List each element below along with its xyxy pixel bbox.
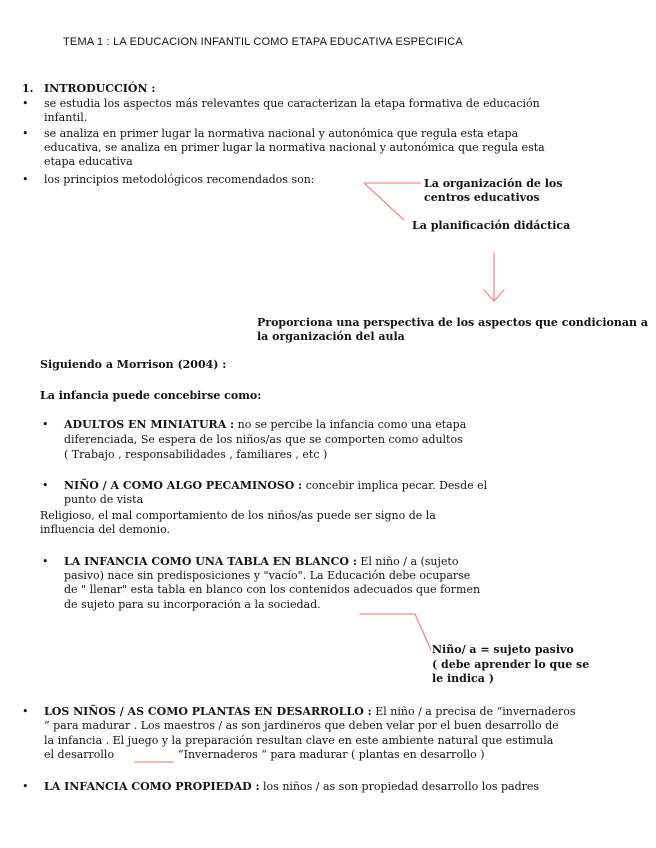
- adultos-label: ADULTOS EN MINIATURA :: [64, 418, 235, 431]
- principle-organizacion-line-2: centros educativos: [424, 191, 540, 204]
- bullet-marker: •: [22, 780, 29, 793]
- adultos-line-2: diferenciada, Se espera de los niños/as que se comporten como adultos: [64, 433, 463, 446]
- intro-bullet-2-line-1: se analiza en primer lugar la normativa nacional y autonómica que regula esta etapa: [44, 127, 519, 140]
- propiedad-label: LA INFANCIA COMO PROPIEDAD :: [44, 780, 260, 793]
- principle-planificacion: La planificación didáctica: [412, 219, 571, 232]
- intro-bullet-1-line-1: se estudia los aspectos más relevantes que caracterizan la etapa formativa de educación: [44, 97, 540, 110]
- bullet-marker: •: [22, 705, 29, 718]
- tabla-line-4: de sujeto para su incorporación a la sociedad.: [64, 598, 321, 611]
- plantas-line-2: “ para madurar . Los maestros / as son jardineros que deben velar por el buen desarrollo de: [44, 719, 559, 732]
- plantas-label: LOS NIÑOS / AS COMO PLANTAS EN DESARROLLO :: [44, 705, 372, 718]
- connector-to-planificacion: [364, 183, 404, 220]
- pecaminoso-label: NIÑO / A COMO ALGO PECAMINOSO :: [64, 479, 303, 492]
- intro-bullet-3: los principios metodológicos recomendados son:: [44, 173, 315, 186]
- bullet-marker: •: [22, 97, 29, 110]
- bullet-marker: •: [42, 418, 49, 431]
- adultos-text-1: no se percibe la infancia como una etapa: [234, 418, 467, 431]
- bullet-marker: •: [22, 173, 29, 186]
- plantas-line-4a: el desarrollo: [44, 748, 115, 761]
- sujeto-pasivo-line-3: le indica ): [432, 672, 494, 685]
- tabla-line-3: de " llenar" esta tabla en blanco con los contenidos adecuados que formen: [64, 583, 481, 596]
- pecaminoso-line-3: Religioso, el mal comportamiento de los niños/as puede ser signo de la: [40, 509, 436, 522]
- intro-bullet-2-line-3: etapa educativa: [44, 155, 133, 168]
- infancia-intro: La infancia puede concebirse como:: [40, 389, 262, 402]
- intro-bullet-1-line-2: infantil.: [44, 111, 88, 124]
- plantas-line-4b: “Invernaderos “ para madurar ( plantas en desarrollo ): [178, 748, 485, 761]
- perspective-line-1: Proporciona una perspectiva de los aspectos que condicionan a: [257, 316, 648, 329]
- section-number: 1.: [22, 82, 34, 95]
- perspective-line-2: la organización del aula: [257, 330, 405, 343]
- plantas-text-1: El niño / a precisa de “invernaderos: [371, 705, 576, 718]
- bullet-marker: •: [22, 127, 29, 140]
- tabla-text-1: El niño / a (sujeto: [356, 555, 459, 568]
- connector-to-sujeto-pasivo: [360, 614, 431, 650]
- tabla-line-2: pasivo) nace sin predisposiciones y "vacío". La Educación debe ocuparse: [64, 569, 471, 582]
- intro-bullet-2-line-2: educativa, se analiza en primer lugar la normativa nacional y autonómica que regula esta: [44, 141, 545, 154]
- bullet-marker: •: [42, 555, 49, 568]
- sujeto-pasivo-line-2: ( debe aprender lo que se: [432, 658, 590, 671]
- page-title: TEMA 1 : LA EDUCACION INFANTIL COMO ETAPA EDUCATIVA ESPECIFICA: [63, 36, 463, 48]
- adultos-line-3: ( Trabajo , responsabilidades , familiares , etc ): [64, 448, 328, 461]
- section-heading: INTRODUCCIÓN :: [44, 82, 156, 95]
- propiedad-text-1: los niños / as son propiedad desarrollo los padres: [259, 780, 540, 793]
- morrison-reference: Siguiendo a Morrison (2004) :: [40, 358, 227, 371]
- pecaminoso-line-4: influencia del demonio.: [40, 523, 171, 536]
- plantas-line-3: la infancia . El juego y la preparación resultan clave en este ambiente natural que estimula: [44, 734, 554, 747]
- tabla-label: LA INFANCIA COMO UNA TABLA EN BLANCO :: [64, 555, 357, 568]
- bullet-marker: •: [42, 479, 49, 492]
- principle-organizacion-line-1: La organización de los: [424, 177, 563, 190]
- sujeto-pasivo-line-1: Niño/ a = sujeto pasivo: [432, 643, 574, 656]
- pecaminoso-text-1: concebir implica pecar. Desde el: [302, 479, 488, 492]
- pecaminoso-line-2: punto de vista: [64, 493, 144, 506]
